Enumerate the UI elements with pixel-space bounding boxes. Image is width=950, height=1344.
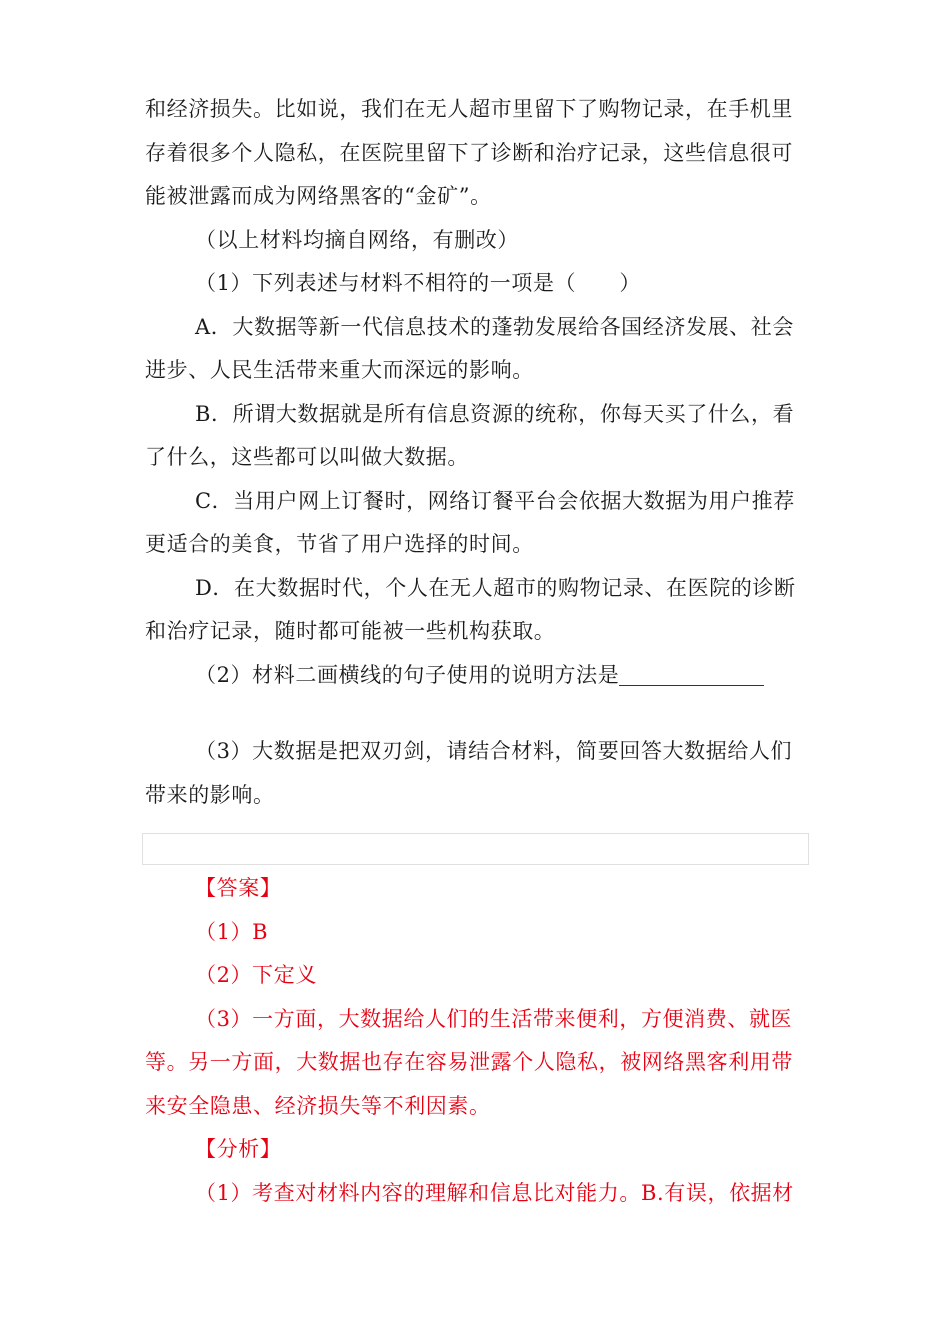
option-d: D．在大数据时代，个人在无人超市的购物记录、在医院的诊断	[195, 575, 796, 600]
option-c: C．当用户网上订餐时，网络订餐平台会依据大数据为用户推荐	[195, 488, 795, 513]
answer-3-cont: 来安全隐患、经济损失等不利因素。	[145, 1093, 491, 1118]
option-d-cont: 和治疗记录，随时都可能被一些机构获取。	[145, 619, 556, 643]
analysis-heading: 【分析】	[195, 1137, 282, 1161]
question-3: （3）大数据是把双刃剑，请结合材料，简要回答大数据给人们	[195, 739, 793, 763]
material-line: 能被泄露而成为网络黑客的“金矿”。	[145, 184, 492, 208]
answer-3-cont: 等。另一方面，大数据也存在容易泄露个人隐私，被网络黑客利用带	[145, 1050, 793, 1074]
question-3-cont: 带来的影响。	[145, 782, 275, 807]
option-a-cont: 进步、人民生活带来重大而深远的影响。	[145, 358, 534, 382]
answer-2: （2）下定义	[195, 963, 317, 987]
document-page	[145, 88, 815, 1215]
answer-1: （1）B	[195, 919, 269, 944]
answer-heading: 【答案】	[195, 876, 282, 900]
question-2-stem: （2）材料二画横线的句子使用的说明方法是	[195, 662, 620, 687]
spacer	[145, 697, 815, 730]
question-2	[145, 654, 815, 698]
answer-3: （3）一方面，大数据给人们的生活带来便利，方便消费、就医	[195, 1006, 793, 1031]
material-line: 存着很多个人隐私，在医院里留下了诊断和治疗记录，这些信息很可	[145, 140, 793, 165]
material-line: 和经济损失。比如说，我们在无人超市里留下了购物记录，在手机里	[145, 97, 793, 121]
option-b: B．所谓大数据就是所有信息资源的统称，你每天买了什么，看	[195, 401, 795, 426]
option-c-cont: 更适合的美食，节省了用户选择的时间。	[145, 532, 534, 556]
source-note: （以上材料均摘自网络，有删改）	[195, 227, 519, 252]
option-a: A．大数据等新一代信息技术的蓬勃发展给各国经济发展、社会	[195, 314, 794, 339]
question-1-stem: （1）下列表述与材料不相符的一项是（ ）	[195, 271, 641, 295]
analysis-1: （1）考查对材料内容的理解和信息比对能力。B.有误，依据材	[195, 1180, 794, 1205]
answer-blank	[619, 684, 764, 686]
option-b-cont: 了什么，这些都可以叫做大数据。	[145, 445, 469, 469]
answer-input-box[interactable]	[142, 833, 809, 865]
